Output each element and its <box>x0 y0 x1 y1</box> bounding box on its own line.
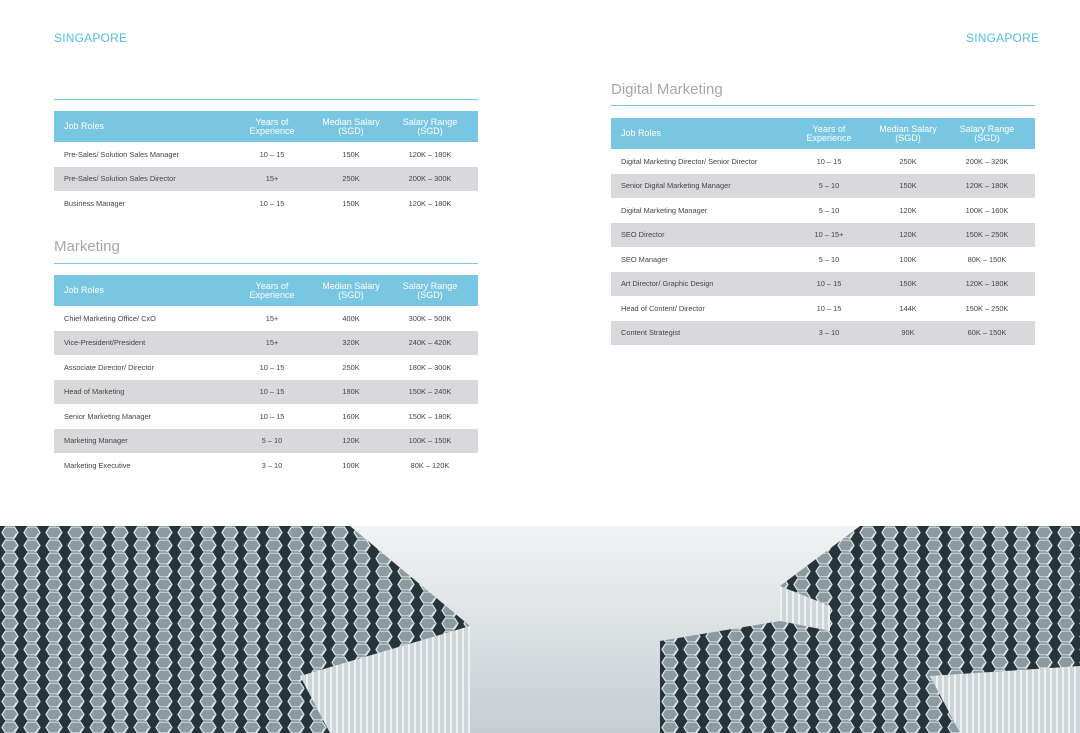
column-header-experience-line2: Experience <box>249 289 295 300</box>
cell-salary-range: 180K – 300K <box>408 362 452 372</box>
cell-median-salary: 150K <box>342 198 360 208</box>
cell-salary-range: 150K – 180K <box>408 411 452 421</box>
table-row <box>611 296 1035 321</box>
cell-job-role: SEO Director <box>611 223 781 248</box>
table-row <box>54 380 478 405</box>
column-header-median-salary <box>320 111 382 142</box>
column-header-range-line1: Salary Range <box>959 123 1015 134</box>
cell-salary-range: 150K – 250K <box>939 223 1035 248</box>
cell-experience: 10 – 15 <box>259 411 285 421</box>
cell-experience: 10 – 15 <box>259 362 285 372</box>
cell-job-role: Chief Marketing Office/ CxO <box>64 313 156 323</box>
region-label-left: SINGAPORE <box>54 31 128 45</box>
cell-median-salary: 320K <box>320 331 382 356</box>
cell-experience: 5 – 10 <box>781 174 877 199</box>
cell-median-salary: 144K <box>899 303 917 313</box>
column-header-range-line2: (SGD) <box>417 125 443 136</box>
cell-experience: 15+ <box>265 313 279 323</box>
cell-median-salary: 150K <box>342 149 360 159</box>
section-divider <box>54 263 478 264</box>
table-row <box>54 167 478 192</box>
column-header-experience <box>224 275 320 306</box>
table-row <box>611 149 1035 174</box>
cell-salary-range: 120K – 180K <box>408 149 452 159</box>
table-header-row <box>54 111 478 142</box>
cell-job-role: Business Manager <box>64 198 126 208</box>
column-header-experience-line2: Experience <box>806 132 852 143</box>
cell-job-role: Art Director/ Graphic Design <box>611 272 781 297</box>
architecture-photo <box>0 526 1080 733</box>
digital-marketing-salary-table <box>611 118 1035 345</box>
cell-salary-range: 80K – 150K <box>967 254 1007 264</box>
column-header-experience-line2: Experience <box>249 125 295 136</box>
cell-median-salary: 100K <box>899 254 917 264</box>
cell-median-salary: 250K <box>320 167 382 192</box>
column-header-job-roles: Job Roles <box>54 275 224 306</box>
sales-salary-table <box>54 111 478 216</box>
cell-salary-range: 100K – 160K <box>965 205 1009 215</box>
column-header-salary-range <box>939 118 1035 149</box>
cell-median-salary: 160K <box>342 411 360 421</box>
cell-experience: 10 – 15 <box>224 380 320 405</box>
table-row <box>611 223 1035 248</box>
column-header-range-line2: (SGD) <box>974 132 1000 143</box>
cell-experience: 5 – 10 <box>818 205 840 215</box>
section-title-marketing: Marketing <box>54 238 120 255</box>
column-header-experience-line1: Years of <box>812 123 846 134</box>
cell-median-salary: 120K <box>320 429 382 454</box>
cell-experience: 10 – 15 <box>816 303 842 313</box>
table-row <box>54 404 478 429</box>
cell-salary-range: 80K – 120K <box>410 460 450 470</box>
table-row <box>611 174 1035 199</box>
column-header-experience-line1: Years of <box>255 116 289 127</box>
column-header-median-line2: (SGD) <box>338 289 364 300</box>
cell-salary-range: 120K – 180K <box>939 272 1035 297</box>
cell-median-salary: 250K <box>342 362 360 372</box>
cell-median-salary: 120K <box>899 205 917 215</box>
cell-salary-range: 120K – 180K <box>408 198 452 208</box>
cell-experience: 3 – 10 <box>261 460 283 470</box>
column-header-range-line1: Salary Range <box>402 116 458 127</box>
cell-job-role: Content Strategist <box>611 321 781 346</box>
cell-salary-range: 240K – 420K <box>382 331 478 356</box>
cell-median-salary: 150K <box>877 272 939 297</box>
cell-median-salary: 120K <box>877 223 939 248</box>
table-row <box>54 331 478 356</box>
cell-experience: 10 – 15 <box>259 198 285 208</box>
cell-salary-range: 300K – 500K <box>408 313 452 323</box>
column-header-median-line1: Median Salary <box>322 280 380 291</box>
column-header-salary-range <box>382 111 478 142</box>
cell-job-role: Marketing Manager <box>54 429 224 454</box>
table-row <box>54 191 478 216</box>
cell-job-role: Pre-Sales/ Solution Sales Manager <box>64 149 180 159</box>
cell-experience: 15+ <box>224 167 320 192</box>
cell-experience: 10 – 15 <box>781 272 877 297</box>
cell-job-role: Head of Content/ Director <box>621 303 705 313</box>
cell-job-role: Digital Marketing Director/ Senior Director <box>621 156 758 166</box>
cell-salary-range: 150K – 250K <box>965 303 1009 313</box>
column-header-range-line1: Salary Range <box>402 280 458 291</box>
table-header-row <box>611 118 1035 149</box>
column-header-experience <box>781 118 877 149</box>
table-row <box>611 272 1035 297</box>
column-header-salary-range <box>382 275 478 306</box>
cell-median-salary: 180K <box>320 380 382 405</box>
section-divider <box>54 99 478 100</box>
cell-salary-range: 200K – 320K <box>965 156 1009 166</box>
column-header-median-line1: Median Salary <box>322 116 380 127</box>
table-row <box>611 198 1035 223</box>
section-divider <box>611 105 1035 106</box>
table-row <box>54 142 478 167</box>
cell-job-role: Senior Digital Marketing Manager <box>611 174 781 199</box>
column-header-range-line2: (SGD) <box>417 289 443 300</box>
cell-salary-range: 120K – 180K <box>939 174 1035 199</box>
cell-job-role: Senior Marketing Manager <box>64 411 152 421</box>
cell-job-role: Vice-President/President <box>54 331 224 356</box>
cell-experience: 10 – 15 <box>259 149 285 159</box>
column-header-experience <box>224 111 320 142</box>
cell-experience: 10 – 15+ <box>781 223 877 248</box>
column-header-median-line2: (SGD) <box>895 132 921 143</box>
column-header-median-salary <box>320 275 382 306</box>
column-header-median-line1: Median Salary <box>879 123 937 134</box>
cell-experience: 5 – 10 <box>224 429 320 454</box>
cell-experience: 5 – 10 <box>818 254 840 264</box>
cell-median-salary: 90K <box>877 321 939 346</box>
cell-job-role: Head of Marketing <box>54 380 224 405</box>
cell-job-role: Associate Director/ Director <box>64 362 154 372</box>
cell-experience: 15+ <box>224 331 320 356</box>
table-row <box>54 355 478 380</box>
table-row <box>54 306 478 331</box>
column-header-job-roles: Job Roles <box>54 111 224 142</box>
region-label-right: SINGAPORE <box>966 31 1040 45</box>
table-header-row <box>54 275 478 306</box>
column-header-experience-line1: Years of <box>255 280 289 291</box>
cell-salary-range: 100K – 150K <box>382 429 478 454</box>
cell-job-role: Pre-Sales/ Solution Sales Director <box>54 167 224 192</box>
table-row <box>54 453 478 478</box>
section-title-digital-marketing: Digital Marketing <box>611 81 723 98</box>
cell-job-role: SEO Manager <box>621 254 668 264</box>
table-row <box>611 247 1035 272</box>
table-row <box>611 321 1035 346</box>
cell-job-role: Marketing Executive <box>64 460 131 470</box>
cell-median-salary: 400K <box>342 313 360 323</box>
cell-experience: 10 – 15 <box>816 156 842 166</box>
column-header-job-roles: Job Roles <box>611 118 781 149</box>
cell-median-salary: 100K <box>342 460 360 470</box>
cell-salary-range: 60K – 150K <box>939 321 1035 346</box>
column-header-median-line2: (SGD) <box>338 125 364 136</box>
cell-experience: 3 – 10 <box>781 321 877 346</box>
cell-salary-range: 200K – 300K <box>382 167 478 192</box>
marketing-salary-table <box>54 275 478 478</box>
cell-salary-range: 150K – 240K <box>382 380 478 405</box>
cell-median-salary: 150K <box>877 174 939 199</box>
column-header-median-salary <box>877 118 939 149</box>
cell-job-role: Digital Marketing Manager <box>621 205 708 215</box>
cell-median-salary: 250K <box>899 156 917 166</box>
table-row <box>54 429 478 454</box>
